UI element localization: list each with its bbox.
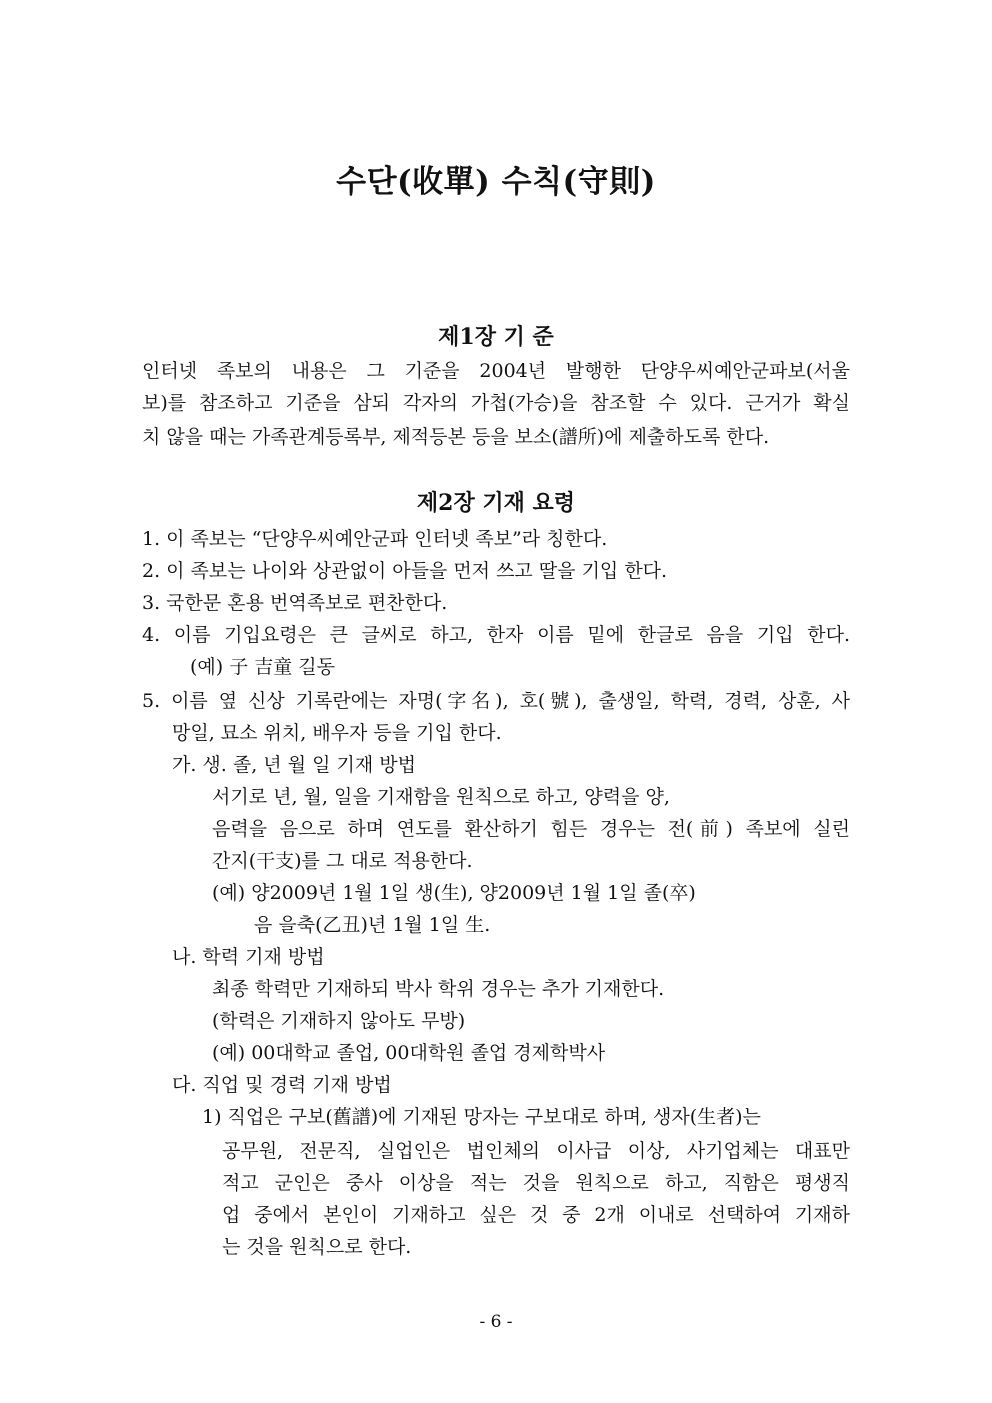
- list-item-3: 3. 국한문 혼용 번역족보로 편찬한다.: [142, 592, 448, 614]
- subsection-da-item-1-line: 업 중에서 본인이 기재하고 싶은 것 중 2개 이내로 선택하여 기재하: [222, 1204, 850, 1226]
- subsection-ga-line: 서기로 년, 월, 일을 기재함을 원칙으로 하고, 양력을 양,: [212, 786, 670, 808]
- subsection-da-item-1: 1) 직업은 구보(舊譜)에 기재된 망자는 구보대로 하며, 생자(生者)는: [202, 1106, 761, 1128]
- subsection-da-item-1-line: 적고 군인은 중사 이상을 적는 것을 원칙으로 하고, 직함은 평생직: [222, 1172, 850, 1194]
- subsection-na-example: (예) 00대학교 졸업, 00대학원 졸업 경제학박사: [212, 1042, 606, 1064]
- list-item-2: 2. 이 족보는 나이와 상관없이 아들을 먼저 쓰고 딸을 기입 한다.: [142, 560, 668, 582]
- document-title: 수단(收單) 수칙(守則): [336, 164, 656, 200]
- subsection-ga-heading: 가. 생. 졸, 년 월 일 기재 방법: [172, 754, 416, 776]
- page-number: - 6 -: [479, 1312, 513, 1332]
- subsection-na-heading: 나. 학력 기재 방법: [172, 946, 325, 968]
- list-item-5: 5. 이름 옆 신상 기록란에는 자명(字名), 호(號), 출생일, 학력, 경력, 상훈, 사: [142, 690, 850, 712]
- subsection-ga-line: 음력을 음으로 하며 연도를 환산하기 힘든 경우는 전(前) 족보에 실린: [212, 818, 850, 840]
- list-item-4: 4. 이름 기입요령은 큰 글씨로 하고, 한자 이름 밑에 한글로 음을 기입 한다.: [142, 624, 850, 646]
- subsection-ga-line: 간지(干支)를 그 대로 적용한다.: [212, 850, 473, 872]
- subsection-da-item-1-line: 는 것을 원칙으로 한다.: [222, 1236, 412, 1258]
- subsection-ga-example: 음 을축(乙丑)년 1월 1일 生.: [254, 914, 491, 936]
- list-item-5-continued: 망일, 묘소 위치, 배우자 등을 기입 한다.: [172, 722, 502, 744]
- subsection-da-item-1-line: 공무원, 전문직, 실업인은 법인체의 이사급 이상, 사기업체는 대표만: [222, 1140, 850, 1162]
- chapter1-paragraph-line: 보)를 참조하고 기준을 삼되 각자의 가첩(가승)을 참조할 수 있다. 근거가 확실: [142, 392, 850, 414]
- subsection-na-line: (학력은 기재하지 않아도 무방): [212, 1010, 466, 1032]
- subsection-da-heading: 다. 직업 및 경력 기재 방법: [172, 1074, 392, 1096]
- subsection-na-line: 최종 학력만 기재하되 박사 학위 경우는 추가 기재한다.: [212, 978, 665, 1000]
- chapter1-paragraph-line: 치 않을 때는 가족관계등록부, 제적등본 등을 보소(譜所)에 제출하도록 한다.: [142, 426, 770, 448]
- list-item-1: 1. 이 족보는 “단양우씨예안군파 인터넷 족보”라 칭한다.: [142, 528, 608, 550]
- list-item-4-example: (예) 子 吉童 길동: [190, 656, 336, 678]
- chapter1-paragraph-line: 인터넷 족보의 내용은 그 기준을 2004년 발행한 단양우씨예안군파보(서울: [142, 360, 850, 382]
- subsection-ga-example: (예) 양2009년 1월 1일 생(生), 양2009년 1월 1일 졸(卒): [212, 882, 696, 904]
- chapter1-heading: 제1장 기 준: [438, 324, 554, 350]
- chapter2-heading: 제2장 기재 요령: [416, 490, 576, 516]
